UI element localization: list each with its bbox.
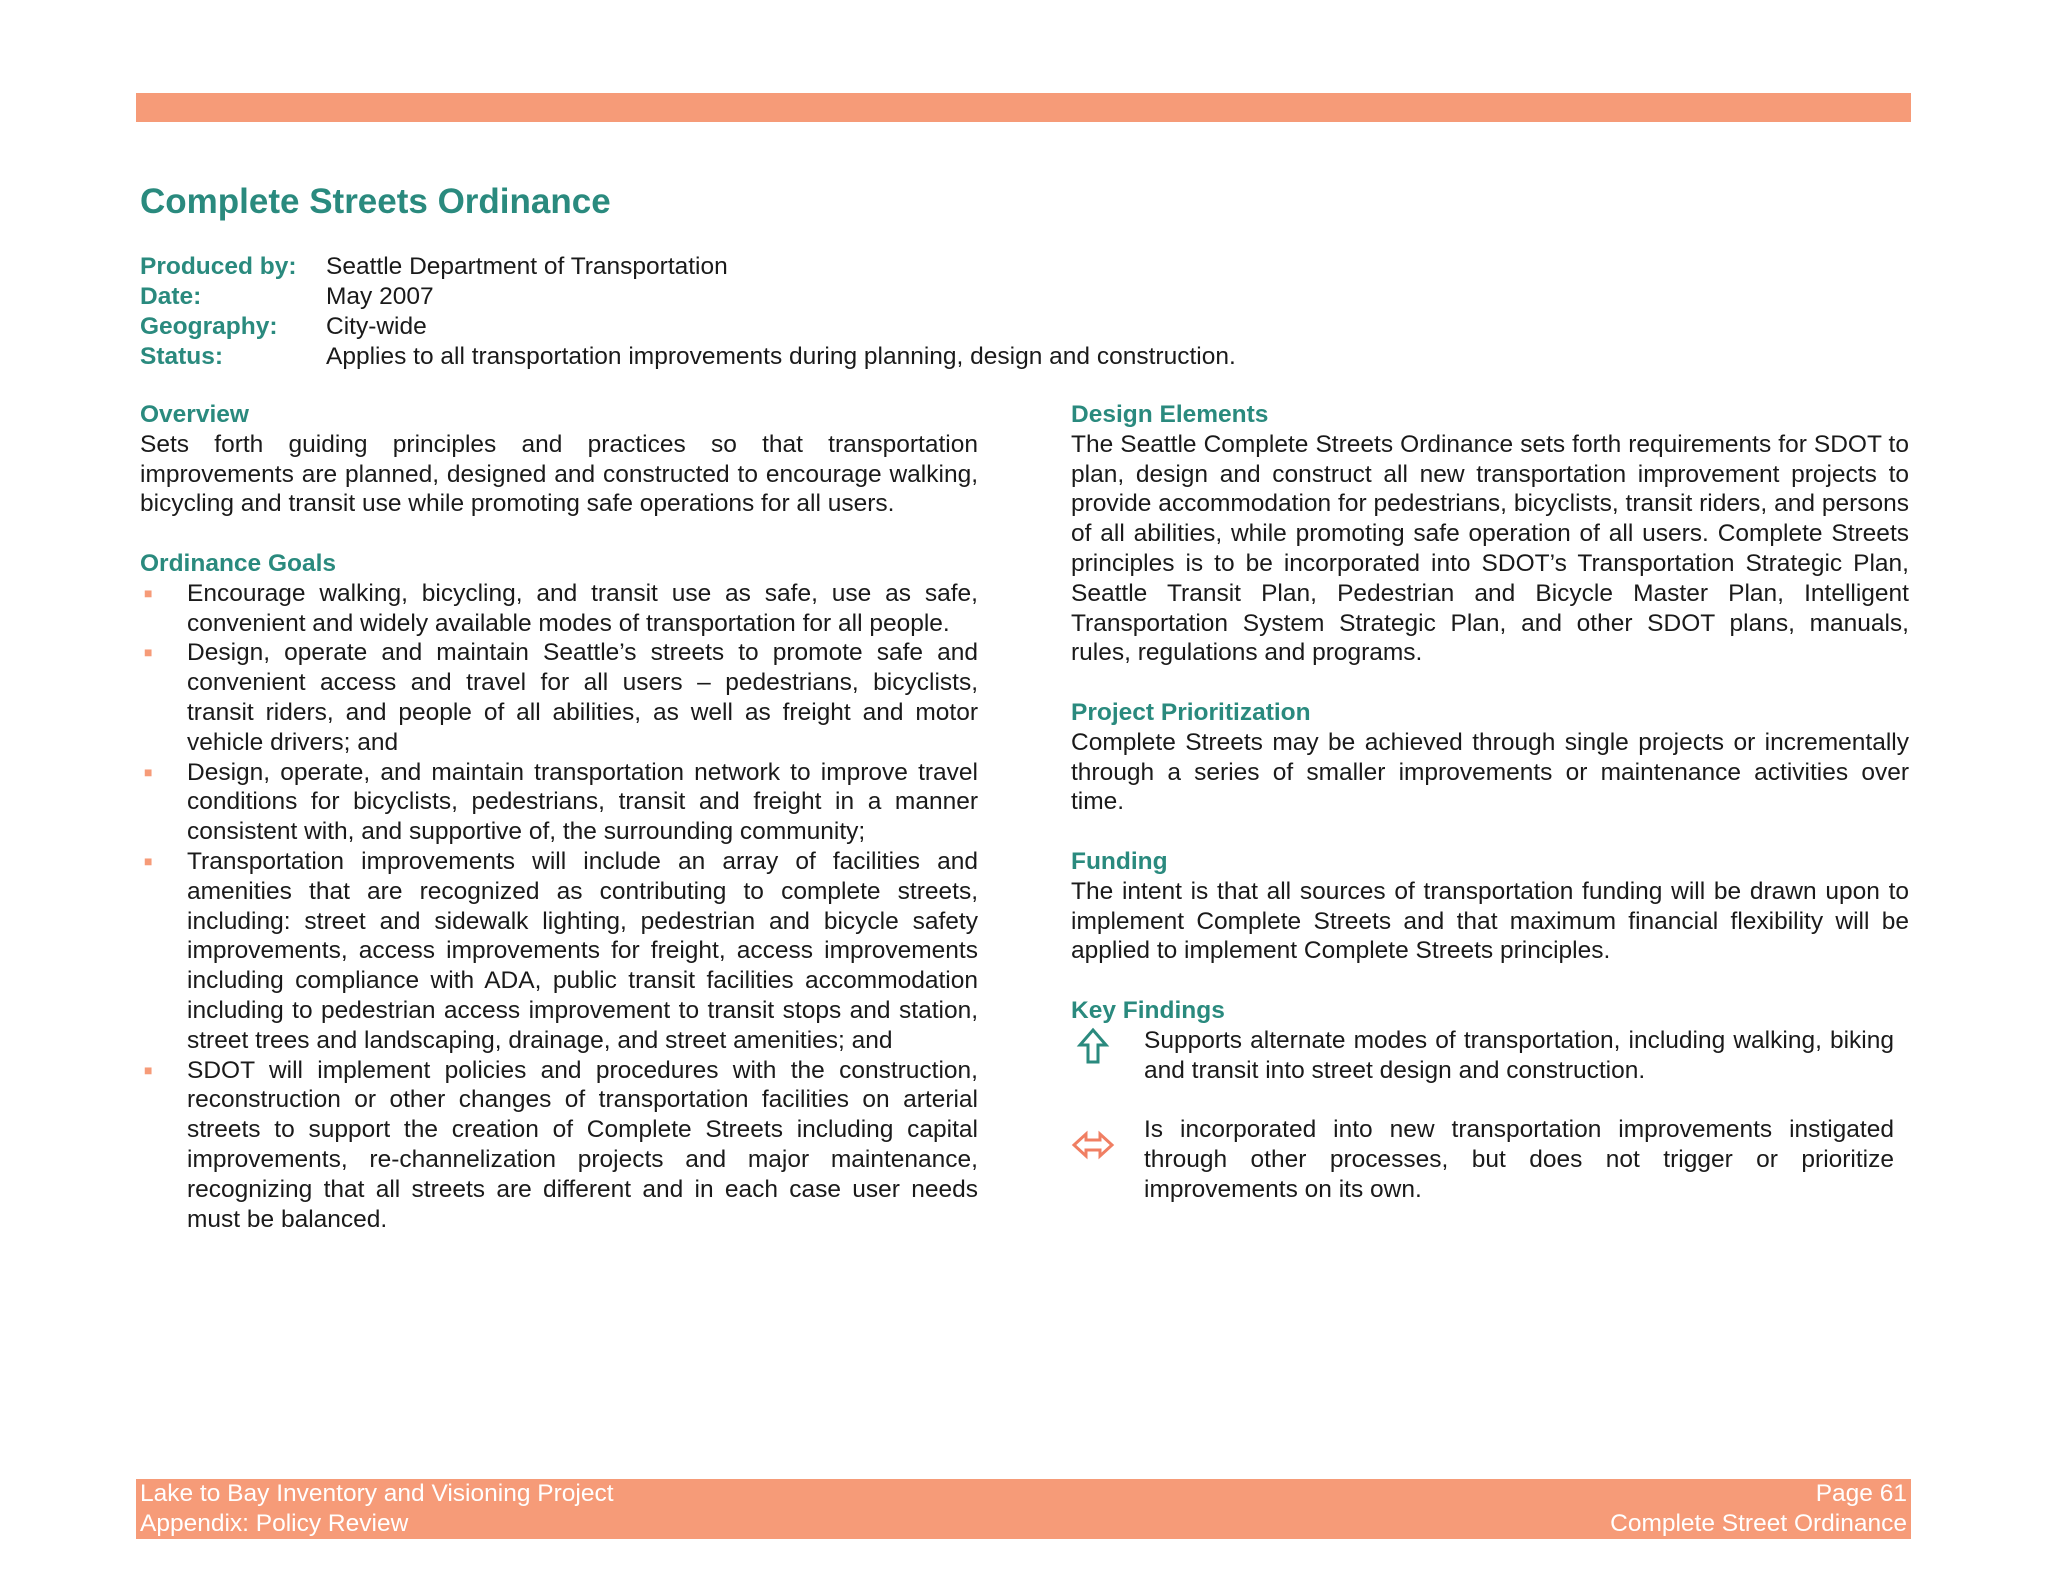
goal-text: SDOT will implement policies and procedures with the construction, reconstruction or other changes of transportation facilities on arterial streets to support the creation of Complete Streets including capital improvements, re-channelization projects and major maintenance, recognizing that all streets are different and in each case user needs must be balanced. <box>187 1056 978 1233</box>
key-finding-text: Supports alternate modes of transportation, including walking, biking and transit into street design and construction. <box>1144 1026 1894 1084</box>
goal-text: Design, operate, and maintain transportation network to improve travel conditions for bicyclists, pedestrians, transit and freight in a manner consistent with, and supportive of, the surrounding community; <box>187 758 978 846</box>
bullet-icon: ■ <box>144 763 153 780</box>
bullet-icon: ■ <box>144 852 153 869</box>
document-meta <box>140 252 1236 372</box>
overview-text: Sets forth guiding principles and practices so that transportation improvements are planned, designed and constructed to encourage walking, bicycling and transit use while promoting safe operations for all users. <box>140 430 978 518</box>
meta-label: Produced by: <box>140 253 297 280</box>
prioritization-text: Complete Streets may be achieved through single projects or incrementally through a series of smaller improvements or maintenance activities over time. <box>1071 728 1909 816</box>
meta-status <box>140 342 1236 372</box>
meta-produced-by <box>140 252 1236 282</box>
goals-list <box>140 579 978 1235</box>
right-column <box>1071 400 1909 1205</box>
list-item <box>140 1056 978 1235</box>
meta-value: Seattle Department of Transportation <box>326 253 728 280</box>
design-elements-heading: Design Elements <box>1071 401 1269 428</box>
footer-left <box>140 1479 614 1539</box>
page-number: Page 61 <box>1815 1480 1907 1507</box>
left-right-arrow-icon <box>1071 1123 1115 1167</box>
meta-label: Status: <box>140 343 224 370</box>
page-title: Complete Streets Ordinance <box>140 182 611 221</box>
list-item <box>140 579 978 639</box>
list-item <box>140 638 978 757</box>
footer-appendix: Appendix: Policy Review <box>140 1510 409 1537</box>
meta-value: Applies to all transportation improvements during planning, design and construction. <box>326 343 1236 370</box>
goal-text: Encourage walking, bicycling, and transit use as safe, use as safe, convenient and widely available modes of transportation for all people. <box>187 579 978 637</box>
meta-value: City-wide <box>326 313 427 340</box>
design-elements-text: The Seattle Complete Streets Ordinance sets forth requirements for SDOT to plan, design and construct all new transportation improvement projects to provide accommodation for pedestrians, bicyclists, transit riders, and persons of all abilities, while promoting safe operation of all users. Complete Streets principles is to be incorporated into SDOT’s Transportation Strategic Plan, Seattle Transit Plan, Pedestrian and Bicycle Master Plan, Intelligent Transportation System Strategic Plan, and other SDOT plans, manuals, rules, regulations and programs. <box>1071 430 1909 667</box>
meta-date <box>140 282 1236 312</box>
meta-label: Date: <box>140 283 202 310</box>
footer-section-name: Complete Street Ordinance <box>1610 1510 1907 1537</box>
footer-bar <box>136 1479 1911 1539</box>
footer-project-name: Lake to Bay Inventory and Visioning Project <box>140 1480 614 1507</box>
list-item <box>140 758 978 847</box>
key-finding-text: Is incorporated into new transportation improvements instigated through other processes, but does not trigger or prioritize improvements on its own. <box>1144 1116 1894 1203</box>
bullet-icon: ■ <box>144 644 153 661</box>
footer-right <box>1610 1479 1907 1539</box>
key-findings-heading: Key Findings <box>1071 996 1225 1024</box>
bullet-icon: ■ <box>144 1061 153 1078</box>
goal-text: Transportation improvements will include an array of facilities and amenities that are recognized as contributing to complete streets, including: street and sidewalk lighting, pedestrian and bicycle safety improvements, access improvements for freight, access improvements including compliance with ADA, public transit facilities accommodation including to pedestrian access improvement to transit stops and station, street trees and landscaping, drainage, and street amenities; and <box>187 847 978 1054</box>
header-bar <box>136 93 1911 122</box>
bullet-icon: ■ <box>144 584 153 601</box>
list-item <box>140 847 978 1056</box>
key-finding-item <box>1071 1026 1909 1086</box>
funding-text: The intent is that all sources of transportation funding will be drawn upon to implement Complete Streets and that maximum financial flexibility will be applied to implement Complete Streets principles. <box>1071 877 1909 965</box>
funding-heading: Funding <box>1071 847 1168 875</box>
left-column <box>140 400 978 1234</box>
meta-label: Geography: <box>140 313 278 340</box>
prioritization-heading: Project Prioritization <box>1071 698 1311 726</box>
goal-text: Design, operate and maintain Seattle’s streets to promote safe and convenient access and travel for all users – pedestrians, bicyclists, transit riders, and people of all abilities, as well as freight and motor vehicle drivers; and <box>187 639 978 756</box>
goals-heading: Ordinance Goals <box>140 549 337 577</box>
key-finding-item <box>1071 1115 1909 1204</box>
up-arrow-icon <box>1071 1025 1115 1069</box>
meta-geography <box>140 312 1236 342</box>
overview-heading: Overview <box>140 401 249 428</box>
meta-value: May 2007 <box>326 283 434 310</box>
